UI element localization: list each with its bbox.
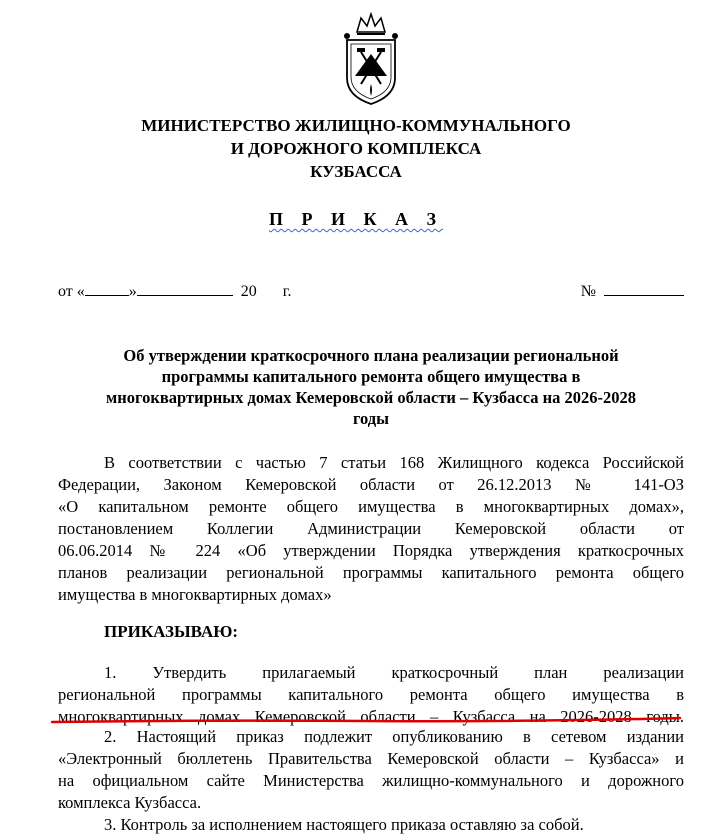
- subject-line: годы: [352, 409, 390, 428]
- subject-line: Об утверждении краткосрочного плана реализации региональной: [123, 346, 619, 365]
- item-2-line: 2. Настоящий приказ подлежит опубликованию в сетевом издании: [104, 727, 684, 746]
- item-2-line: «Электронный бюллетень Правительства Кемеровской области – Кузбасса» и: [58, 749, 684, 768]
- order-title: [0, 209, 712, 230]
- item-2-line: на официальном сайте Министерства жилищно-коммунального и дорожного: [58, 771, 684, 790]
- preamble-line: планов реализации региональной программы капитального ремонта общего: [58, 563, 684, 582]
- year-suffix: г.: [282, 283, 292, 300]
- item-1-line: 1. Утвердить прилагаемый краткосрочный план реализации: [104, 663, 684, 682]
- subject-line: программы капитального ремонта общего имущества в: [161, 367, 581, 386]
- ministry-line-1-text: МИНИСТЕРСТВО ЖИЛИЩНО-КОММУНАЛЬНОГО: [141, 116, 571, 135]
- preamble-line: имущества в многоквартирных домах»: [58, 585, 332, 604]
- day-blank: [85, 280, 129, 296]
- order-title-text: П Р И К А З: [268, 209, 444, 229]
- ministry-line-2: И ДОРОЖНОГО КОМПЛЕКСА: [230, 139, 482, 158]
- month-blank: [137, 280, 233, 296]
- decree-word: ПРИКАЗЫВАЮ:: [104, 622, 239, 641]
- coat-of-arms-icon: [339, 12, 403, 108]
- number-field: [581, 280, 684, 301]
- item-1-line: региональной программы капитального ремонта общего имущества в: [58, 685, 684, 704]
- year-text: 20: [240, 283, 257, 300]
- date-field: от « » 20 г.: [58, 280, 292, 301]
- preamble-line: 06.06.2014 № 224 «Об утверждении Порядка утверждения краткосрочных: [58, 541, 684, 560]
- number-sign: №: [580, 283, 596, 300]
- item-2-line: комплекса Кузбасса.: [58, 793, 202, 812]
- preamble-line: «О капитальном ремонте общего имущества в многоквартирных домах»,: [58, 497, 684, 516]
- ministry-header: [0, 114, 712, 183]
- ministry-line-1: [0, 114, 712, 137]
- red-highlight-underline: [50, 710, 682, 724]
- preamble-line: постановлением Коллегии Администрации Кемеровской области от: [58, 519, 684, 538]
- subject-line: многоквартирных домах Кемеровской области – Кузбасса на 2026-2028: [106, 388, 636, 407]
- date-number-line: [58, 280, 684, 302]
- number-blank: [604, 280, 684, 296]
- date-prefix: от: [58, 283, 73, 300]
- preamble-line: В соответствии с частью 7 статьи 168 Жилищного кодекса Российской: [104, 453, 684, 472]
- item-3-line: 3. Контроль за исполнением настоящего приказа оставляю за собой.: [104, 815, 584, 834]
- item-1-line: многоквартирных домах Кемеровской области – Кузбасса на 2026-2028 годы.: [58, 707, 684, 726]
- order-subject: [58, 345, 684, 429]
- preamble-line: Федерации, Законом Кемеровской области от 26.12.2013 № 141-ОЗ: [58, 475, 684, 494]
- ministry-line-3: КУЗБАССА: [310, 162, 402, 181]
